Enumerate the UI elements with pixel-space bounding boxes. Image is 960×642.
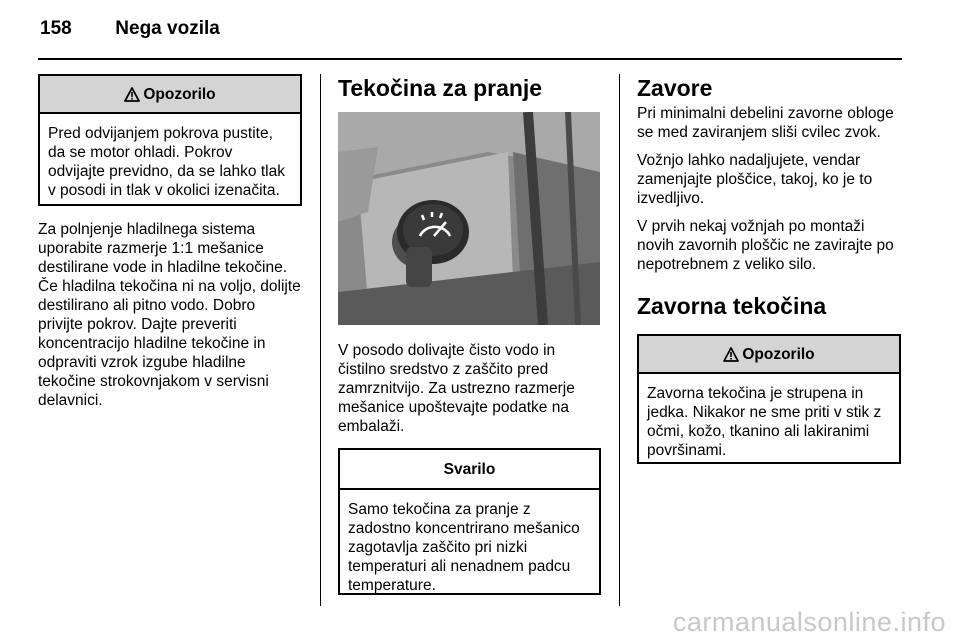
notice-text: Samo tekočina za pranje z zadostno koncentrirano mešanico zagotavlja zaščito pri nizki temperaturi ali nenadnem padcu temperature. <box>348 501 580 594</box>
page-header <box>40 18 220 40</box>
coolant-paragraph: Za polnjenje hladilnega sistema uporabite razmerje 1:1 mešanice destilirane vode in hladilne tekočine. Če hladilna tekočina ni na voljo, dolijte destilirano ali pitno vodo. Dobro privijte pokrov. Dajte preveriti koncentracijo hladilne tekočine in odpraviti vzrok izgube hladilne tekočine strokovnjakom v servisni delavnici. <box>38 221 301 409</box>
header-rule <box>38 58 902 60</box>
warning-heading: Opozorilo <box>143 85 216 103</box>
warning-text: Pred odvijanjem pokrova pustite, da se motor ohladi. Pokrov odvijajte previdno, da se lahko tlak v posodi in tlak v okolici izenačita. <box>48 125 285 199</box>
page-number: 158 <box>40 18 72 39</box>
watermark: carmanualsonline.info <box>672 607 946 637</box>
warning-icon <box>723 347 739 362</box>
warning-heading: Opozorilo <box>742 345 815 363</box>
notice-heading: Svarilo <box>340 450 599 490</box>
warning-box <box>637 334 901 464</box>
warning-header <box>639 336 899 374</box>
warning-text: Zavorna tekočina je strupena in jedka. Nikakor ne sme priti v stik z očmi, kožo, tkanino ali lakiranimi površinami. <box>647 385 882 459</box>
notice-box <box>338 448 601 595</box>
section-heading-brakes: Zavore <box>637 75 713 101</box>
washer-paragraph: V posodo dolivajte čisto vodo in čistilno sredstvo z zaščito pred zamrznitvijo. Za ustrezno razmerje mešanice upoštevajte podatke na embalaži. <box>338 342 575 435</box>
column-middle <box>338 74 601 595</box>
warning-header <box>40 76 300 114</box>
section-heading: Tekočina za pranje <box>338 75 543 101</box>
section-heading-brake-fluid: Zavorna tekočina <box>637 293 827 319</box>
column-right <box>637 74 901 464</box>
warning-box <box>38 74 302 206</box>
column-left <box>38 74 302 419</box>
brakes-paragraph-2: Vožnjo lahko nadaljujete, vendar zamenjajte ploščice, takoj, ko je to izvedljivo. <box>637 152 873 207</box>
column-divider <box>320 74 321 606</box>
page-title: Nega vozila <box>115 18 220 39</box>
brakes-paragraph-3: V prvih nekaj vožnjah po montaži novih zavornih ploščic ne zavirajte po nepotrebnem z veliko silo. <box>637 218 894 273</box>
washer-reservoir-photo <box>338 112 600 325</box>
warning-icon <box>124 87 140 102</box>
brakes-paragraph-1: Pri minimalni debelini zavorne obloge se med zaviranjem sliši cvilec zvok. <box>637 105 894 141</box>
column-divider <box>619 74 620 606</box>
